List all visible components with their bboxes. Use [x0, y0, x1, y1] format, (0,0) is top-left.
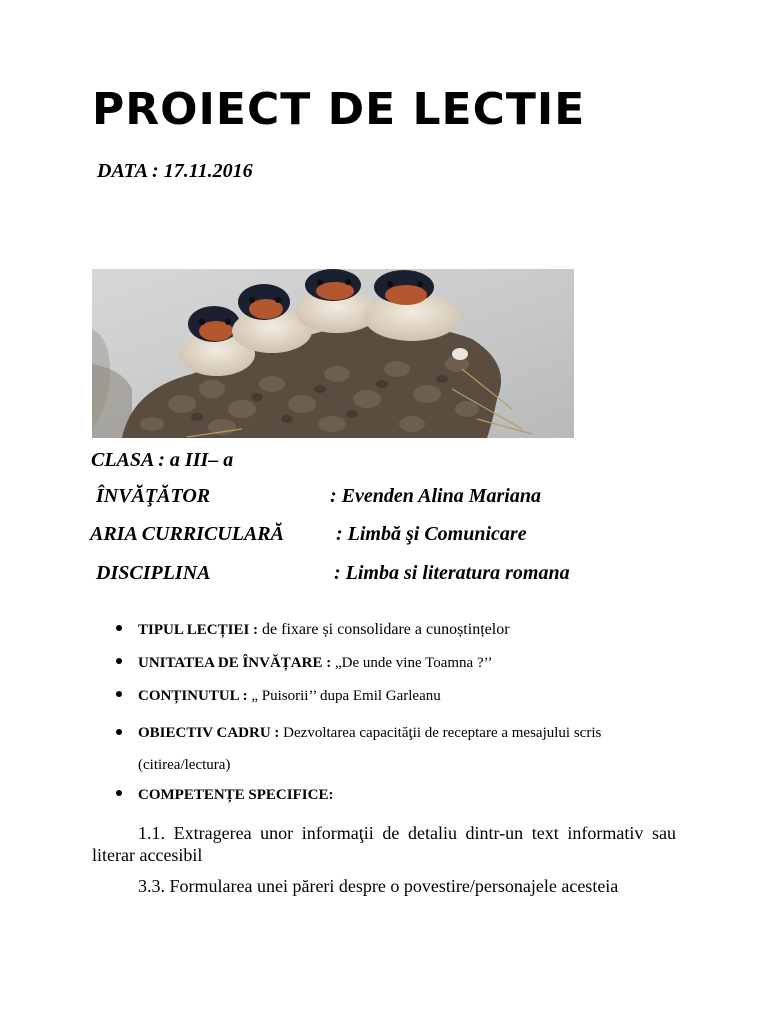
unitatea-label: UNITATEA DE ÎNVĂȚARE :	[138, 655, 332, 671]
clasa-text: CLASA : a III– a	[91, 449, 234, 471]
obiectiv-label: OBIECTIV CADRU :	[138, 725, 280, 741]
bullet-icon	[116, 691, 122, 697]
aria-value: : Limbă şi Comunicare	[336, 523, 527, 545]
continutul-label: CONȚINUTUL :	[138, 688, 248, 704]
continutul-value: „ Puisorii’’ dupa Emil Garleanu	[247, 688, 441, 704]
list-item-continutul	[108, 684, 678, 708]
list-item-obiectiv	[108, 717, 678, 781]
page-title: PROIECT DE LECTIE	[92, 84, 586, 135]
aria-label: ARIA CURRICULARĂ	[90, 523, 284, 545]
list-item-unitatea	[108, 651, 678, 675]
swallow-nest-photo	[92, 269, 574, 438]
disciplina-value: : Limba si literatura romana	[334, 562, 570, 584]
info-invatator	[0, 485, 768, 511]
competenta-1-1: 1.1. Extragerea unor informaţii de detaliu dintr-un text informativ sau literar accesibil	[92, 823, 676, 865]
bullet-icon	[116, 658, 122, 664]
obiectiv-value: Dezvoltarea capacităţii de receptare a mesajului scris (citirea/lectura)	[138, 725, 602, 773]
unitatea-value: „De unde vine Toamna ?’’	[331, 655, 493, 671]
list-item-tipul	[108, 618, 678, 642]
tipul-label: TIPUL LECȚIEI :	[138, 622, 259, 638]
list-item-competente	[108, 783, 678, 807]
bullet-icon	[116, 625, 122, 631]
tipul-value: de fixare și consolidare a cunoștințelor	[258, 621, 510, 638]
competenta-3-3: 3.3. Formularea unei păreri despre o povestire/personajele acesteia	[138, 876, 619, 896]
lesson-date: DATA : 17.11.2016	[97, 160, 253, 182]
competente-label: COMPETENȚE SPECIFICE:	[138, 787, 334, 803]
bullet-icon	[116, 729, 122, 735]
info-aria	[0, 523, 768, 549]
invatator-value: : Evenden Alina Mariana	[330, 485, 541, 507]
info-clasa	[91, 449, 233, 472]
lesson-details-list	[108, 618, 678, 807]
info-disciplina	[0, 562, 768, 588]
bullet-icon	[116, 790, 122, 796]
disciplina-label: DISCIPLINA	[96, 562, 211, 584]
invatator-label: ÎNVĂŢĂTOR	[96, 485, 211, 507]
